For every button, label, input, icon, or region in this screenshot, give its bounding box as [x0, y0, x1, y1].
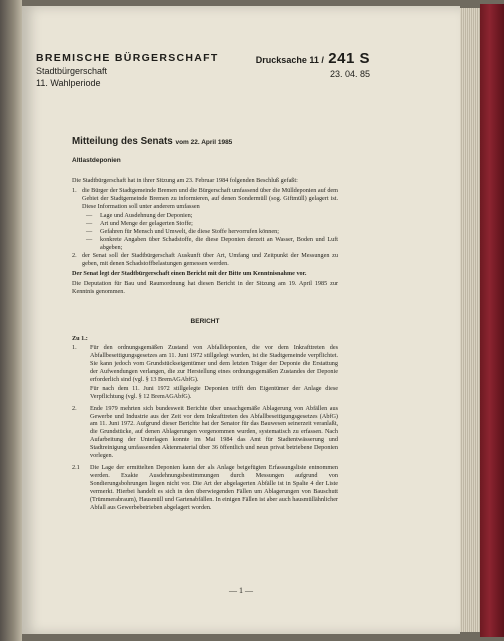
drucksache-date: 23. 04. 85 — [329, 69, 370, 79]
page-number: — 1 — — [229, 586, 253, 595]
subject-heading: Altlastdeponien — [72, 156, 121, 164]
deputation-paragraph: Die Deputation für Bau und Raumordnung hat diesen Bericht in der Sitzung am 19. April 1985 zur Kenntnis genommen. — [72, 279, 338, 295]
zu-heading: Zu 1.: — [72, 335, 88, 343]
bericht-item-2: 2. Ende 1979 mehrten sich bundesweit Berichte über unsachgemäße Ablagerung von Abfällen aus Gewerbe und Industrie aus der Zeit vor dem Inkrafttreten des Abfallbeseitigungsgesetzes (AbfG) am 11. Juni 1972. Aufgrund dieser Berichte hat der Senator für das Bauwesen seinerzeit veranlaßt, die Grundstücke, auf denen Ablagerungen vorgenommen wurden, systematisch zu erfassen. Nach Aufarbeitung der Unterlagen konnte im Mai 1984 das Amt für Stadtentwässerung und Stadtreinigung umfassenden Aktenmaterial über 36 öffentlich und neun privat betriebene Deponien vorlegen. — [72, 404, 338, 460]
document-body — [72, 138, 338, 515]
document-title — [72, 138, 338, 147]
header-left — [36, 52, 219, 88]
book-binding — [0, 0, 22, 641]
bericht-heading: BERICHT — [190, 317, 220, 325]
body-name: Stadtbürgerschaft — [36, 66, 108, 76]
dash-item: — Art und Menge der gelagerten Stoffe; — [86, 220, 193, 228]
dash-item: — Gefahren für Mensch und Umwelt, die diese Stoffe hervorrufen können; — [86, 228, 279, 236]
header-right — [256, 50, 370, 79]
resolution-text-2: der Senat soll der Stadtbürgerschaft Auskunft über Art, Umfang und Zeitpunkt der Messungen zu geben, mit denen Schadstoffbelastungen gemessen werden. — [82, 251, 338, 267]
title-main: Mitteilung des Senats — [72, 136, 173, 147]
drucksache-number: 241 S — [328, 50, 370, 67]
page-edges — [460, 8, 480, 632]
title-date: vom 22. April 1985 — [175, 139, 233, 146]
book-cover — [480, 4, 504, 637]
resolution-text-1: die Bürger der Stadtgemeinde Bremen und die Bürgerschaft umfassend über die Mülldeponien auf dem Gebiet der Stadtgemeinde Bremen zu informieren, auf denen Sondermüll (sog. Giftmüll) gelagert ist. Diese Information soll unter anderem umfassen — [82, 186, 338, 210]
drucksache-label: Drucksache 11 / — [255, 55, 324, 65]
dash-item: — Lage und Ausdehnung der Deponien; — [86, 212, 193, 220]
resolution-point-1: 1. die Bürger der Stadtgemeinde Bremen und die Bürgerschaft umfassend über die Mülldeponien auf dem Gebiet der Stadtgemeinde Bremen zu informieren, auf denen Sondermüll (sog. Giftmüll) gelagert ist. Diese Information soll unter anderem umfassen — [72, 186, 338, 210]
bericht-item-1: 1. Für den ordnungsgemäßen Zustand von Abfalldeponien, die vor dem Inkrafttreten des Abfallbeseitigungsgesetzes am 11. Juni 1972 stillgelegt wurden, ist die Stadtgemeinde verpflichtet. Sie kann jedoch vom Grundstückseigentümer und dem letzten Träger der Deponie die Erstattung der Aufwendungen verlangen, die zur Herstellung eines ordnungsgemäßen Zustandes der Deponie erforderlich sind (vgl. § 13 BremAGAbfG). Für nach dem 11. Juni 1972 stillgelegte Deponien trifft den Eigentümer der Anlage diese Verpflichtung (vgl. § 12 BremAGAbfG). — [72, 344, 338, 400]
org-name: BREMISCHE BÜRGERSCHAFT — [36, 52, 219, 64]
resolution-point-2: 2. der Senat soll der Stadtbürgerschaft Auskunft über Art, Umfang und Zeitpunkt der Messungen zu geben, mit denen Schadstoffbelastungen gemessen werden. — [72, 251, 338, 267]
request-paragraph: Der Senat legt der Stadtbürgerschaft einen Bericht mit der Bitte um Kenntnisnahme vor. — [72, 269, 307, 277]
dash-item: — konkrete Angaben über Schadstoffe, die diese Deponien derzeit an Wasser, Boden und Luft abgeben; — [86, 236, 338, 252]
intro-paragraph: Die Stadtbürgerschaft hat in ihrer Sitzung am 23. Februar 1984 folgenden Beschluß gefaßt: — [72, 176, 298, 184]
bericht-item-2-1: 2.1 Die Lage der ermittelten Deponien kann der als Anlage beigefügten Erfassungsliste entnommen werden. Exakte Ausdehnungsbestimmungen durch Messungen aufgrund von Sondierungsbohrungen liegen nicht vor. Die Art der abgelagerten Abfälle ist in Spalte 4 der Liste vermerkt. Hierbei handelt es sich in den überwiegenden Fällen um Ablagerungen von Bauschutt (Trümmerabraum), Hausmüll und Gartenabfällen. In einigen Fällen ist aber auch hausmüllähnlicher Abfall aus Gewerbebetrieben abgelagert worden. — [72, 464, 338, 511]
period: 11. Wahlperiode — [36, 78, 101, 88]
